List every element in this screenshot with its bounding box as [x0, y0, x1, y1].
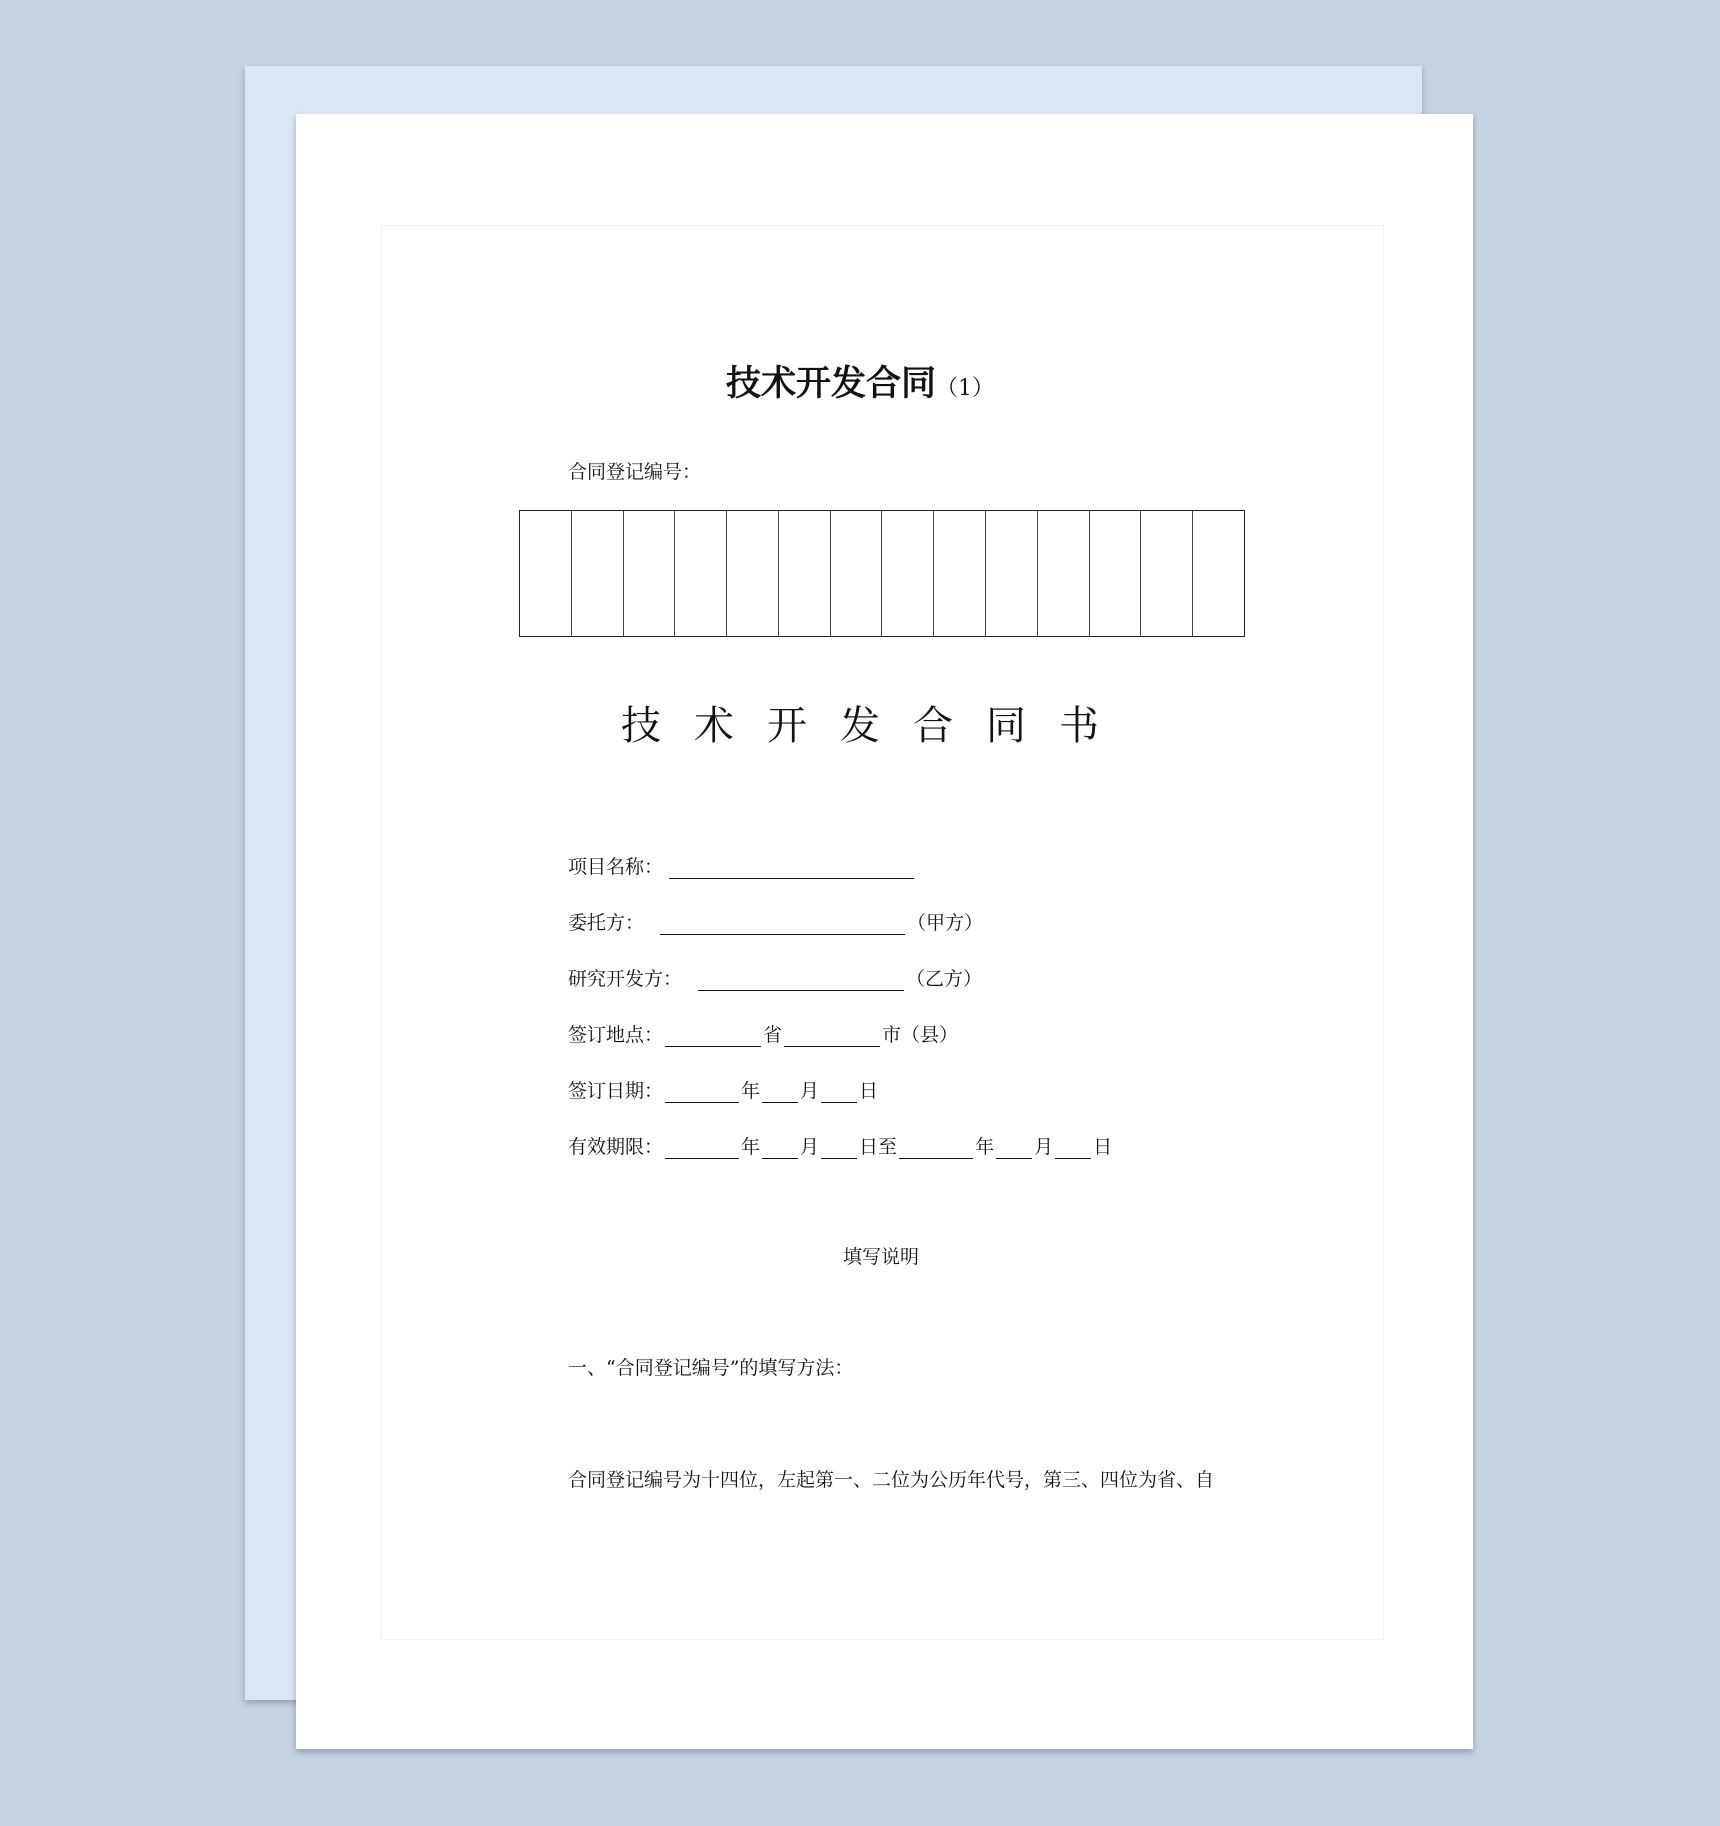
section-heading: 一、“合同登记编号”的填写方法：: [568, 1357, 854, 1379]
digit-box: [675, 511, 727, 636]
blank-line: [1055, 1138, 1091, 1159]
blank-line: [665, 1138, 739, 1159]
registration-number-boxes: [519, 510, 1245, 637]
blank-line: [665, 1082, 739, 1103]
digit-box: [572, 511, 624, 636]
digit-box: [779, 511, 831, 636]
digit-box: [934, 511, 986, 636]
field-label: 有效期限：: [568, 1136, 664, 1158]
month-text: 月: [800, 1080, 820, 1102]
title-suffix: （1）: [936, 376, 994, 401]
blank-line: [660, 914, 905, 935]
field-signing-date: [568, 1076, 878, 1103]
blank-line: [762, 1082, 798, 1103]
blank-line: [665, 1026, 761, 1047]
registration-number-label: 合同登记编号：: [568, 461, 702, 483]
year-text: 年: [975, 1136, 995, 1158]
blank-line: [784, 1026, 880, 1047]
digit-box: [831, 511, 883, 636]
blank-line: [821, 1138, 857, 1159]
month-text: 月: [800, 1136, 820, 1158]
city-text: 市（县）: [882, 1024, 959, 1046]
instruction-paragraph: 合同登记编号为十四位，左起第一、二位为公历年代号，第三、四位为省、自: [568, 1469, 1215, 1491]
day-text: 日: [1093, 1136, 1113, 1158]
digit-box: [624, 511, 676, 636]
digit-box: [882, 511, 934, 636]
year-text: 年: [741, 1080, 761, 1102]
field-label: 签订地点：: [568, 1024, 664, 1046]
field-developer: [568, 964, 982, 991]
field-project-name: [568, 852, 916, 879]
blank-line: [996, 1138, 1032, 1159]
field-label: 委托方：: [568, 912, 645, 934]
field-signing-place: [568, 1020, 958, 1047]
digit-box: [1141, 511, 1193, 636]
field-label: 项目名称：: [568, 856, 664, 878]
blank-line: [762, 1138, 798, 1159]
field-label: 签订日期：: [568, 1080, 664, 1102]
contract-heading: 技术开发合同书: [621, 703, 1132, 749]
field-validity: [568, 1132, 1112, 1159]
digit-box: [727, 511, 779, 636]
day-text: 日: [859, 1080, 879, 1102]
digit-box: [1038, 511, 1090, 636]
blank-line: [821, 1082, 857, 1103]
field-suffix: （甲方）: [907, 912, 984, 934]
to-text: 日至: [859, 1136, 898, 1158]
blank-line: [698, 970, 904, 991]
digit-box: [986, 511, 1038, 636]
digit-box: [1090, 511, 1142, 636]
blank-line: [669, 858, 914, 879]
month-text: 月: [1034, 1136, 1054, 1158]
digit-box: [520, 511, 572, 636]
year-text: 年: [741, 1136, 761, 1158]
blank-line: [899, 1138, 973, 1159]
field-suffix: （乙方）: [906, 968, 983, 990]
title-text: 技术开发合同: [725, 364, 936, 404]
document-title: [0, 356, 1720, 406]
field-label: 研究开发方：: [568, 968, 683, 990]
digit-box: [1193, 511, 1244, 636]
province-text: 省: [763, 1024, 783, 1046]
instructions-title: 填写说明: [842, 1246, 919, 1268]
field-client: [568, 908, 983, 935]
